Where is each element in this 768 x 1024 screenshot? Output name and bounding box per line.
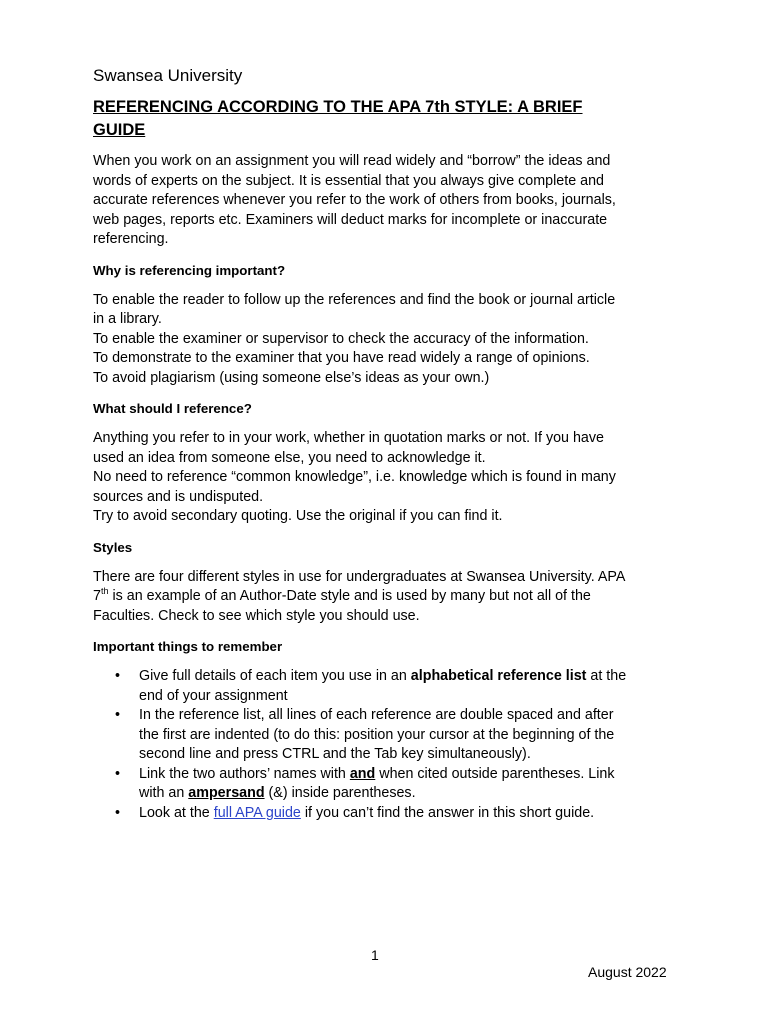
full-apa-guide-link[interactable]: full APA guide bbox=[213, 804, 301, 821]
text-line: used an idea from someone else, you need to acknowledge it. bbox=[93, 449, 486, 466]
text-fragment: (&) inside parentheses. bbox=[264, 785, 416, 801]
bold-underlined-text: and bbox=[349, 765, 376, 782]
bullet-icon: • bbox=[115, 668, 121, 684]
document-page bbox=[93, 66, 678, 823]
text-line: referencing. bbox=[93, 231, 169, 247]
styles-paragraph bbox=[93, 568, 678, 627]
footer-date: August 2022 bbox=[588, 964, 667, 980]
text-line: sources and is undisputed. bbox=[93, 488, 264, 505]
text-line: To avoid plagiarism (using someone else’s ideas as your own.) bbox=[93, 369, 490, 386]
text-fragment: if you can’t find the answer in this short guide. bbox=[300, 804, 595, 821]
text-line: There are four different styles in use for undergraduates at Swansea University. APA bbox=[93, 568, 626, 585]
apa-version-number: 7 bbox=[93, 588, 101, 604]
section-heading-what: What should I reference? bbox=[93, 401, 252, 416]
text-fragment: at the bbox=[586, 668, 627, 684]
text-fragment: Give full details of each item you use in an bbox=[139, 668, 411, 684]
text-line bbox=[139, 667, 678, 687]
superscript-th: th bbox=[100, 586, 109, 597]
text-line: accurate references whenever you refer to the work of others from books, journals, bbox=[93, 192, 616, 208]
section-heading-styles: Styles bbox=[93, 539, 133, 555]
university-name: Swansea University bbox=[93, 66, 243, 85]
why-paragraph bbox=[93, 291, 678, 389]
title-line: REFERENCING ACCORDING TO THE APA 7th STYLE: A BRIEF bbox=[93, 98, 583, 116]
text-line: second line and press CTRL and the Tab key simultaneously). bbox=[139, 746, 531, 762]
bold-underlined-text: ampersand bbox=[188, 785, 265, 801]
section-heading-important: Important things to remember bbox=[93, 639, 283, 654]
list-item bbox=[93, 765, 678, 804]
list-item bbox=[93, 667, 678, 706]
bullet-icon: • bbox=[115, 804, 121, 821]
title-line: GUIDE bbox=[93, 121, 146, 139]
bold-text: alphabetical reference list bbox=[410, 668, 587, 684]
document-title bbox=[93, 96, 678, 142]
text-line: Faculties. Check to see which style you should use. bbox=[93, 607, 420, 624]
text-line: end of your assignment bbox=[139, 687, 288, 704]
bullet-icon: • bbox=[115, 765, 121, 782]
text-line bbox=[139, 804, 678, 824]
text-line bbox=[139, 765, 678, 785]
page-number: 1 bbox=[371, 947, 379, 963]
important-list bbox=[93, 667, 678, 823]
text-line: in a library. bbox=[93, 311, 162, 327]
text-line: To enable the examiner or supervisor to check the accuracy of the information. bbox=[93, 330, 589, 347]
text-line bbox=[93, 587, 678, 607]
text-line: Try to avoid secondary quoting. Use the original if you can find it. bbox=[93, 508, 503, 524]
list-item bbox=[93, 706, 678, 765]
text-line: In the reference list, all lines of each reference are double spaced and after bbox=[139, 707, 614, 723]
text-line: words of experts on the subject. It is essential that you always give complete and bbox=[93, 172, 604, 189]
text-fragment: Link the two authors’ names with bbox=[139, 765, 350, 782]
text-line: To enable the reader to follow up the references and find the book or journal article bbox=[93, 291, 616, 308]
what-paragraph bbox=[93, 429, 678, 527]
text-line: To demonstrate to the examiner that you have read widely a range of opinions. bbox=[93, 350, 590, 366]
text-line bbox=[139, 784, 678, 804]
text-fragment: when cited outside parentheses. Link bbox=[375, 765, 615, 782]
text-fragment: with an bbox=[139, 785, 189, 801]
text-line: web pages, reports etc. Examiners will deduct marks for incomplete or inaccurate bbox=[93, 211, 608, 228]
text-fragment: is an example of an Author-Date style and is used by many but not all of the bbox=[108, 588, 591, 604]
text-line: No need to reference “common knowledge”, i.e. knowledge which is found in many bbox=[93, 469, 616, 485]
text-line: Anything you refer to in your work, whether in quotation marks or not. If you have bbox=[93, 430, 604, 446]
list-item bbox=[93, 804, 678, 824]
text-line: the first are indented (to do this: position your cursor at the beginning of the bbox=[139, 726, 615, 743]
text-fragment: Look at the bbox=[139, 804, 214, 821]
section-heading-why: Why is referencing important? bbox=[93, 262, 286, 278]
text-line: When you work on an assignment you will read widely and “borrow” the ideas and bbox=[93, 153, 611, 169]
bullet-icon: • bbox=[115, 707, 121, 723]
intro-paragraph bbox=[93, 152, 678, 250]
